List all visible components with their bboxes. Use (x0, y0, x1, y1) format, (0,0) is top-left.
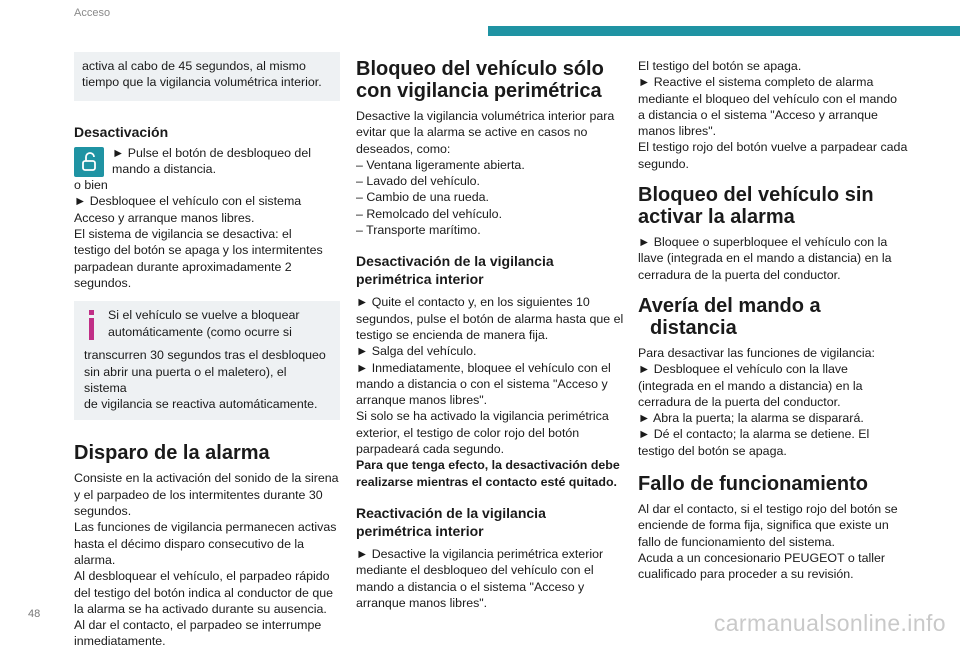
heading-line: distancia (650, 316, 737, 339)
text-line: arranque manos libres". (356, 393, 488, 408)
heading-bloqueo-perimetrica (356, 58, 624, 102)
unlock-text: mando a distancia. (112, 161, 217, 176)
heading-line: activar la alarma (638, 206, 795, 229)
heading-desactivacion-perimetrica (356, 252, 624, 288)
bloqueo-sin-alarma-text (638, 234, 910, 283)
heading-line: perimétrica interior (356, 271, 484, 288)
unlock-step (74, 145, 340, 178)
text-line: mando a distancia o el sistema "Acceso y (356, 579, 585, 594)
text-line: mediante el bloqueo del vehículo con el mando (638, 91, 898, 106)
list-item: – Cambio de una rueda. (356, 190, 489, 205)
text-line: inmediatamente. (74, 634, 166, 649)
text-line: arranque manos libres". (356, 595, 488, 610)
text-line: segundos. (74, 275, 132, 290)
text-line: manos libres". (638, 124, 717, 139)
text-line: Al desbloquear el vehículo, el parpadeo rápido (74, 569, 330, 584)
list-item: – Transporte marítimo. (356, 223, 481, 238)
text-line: Si solo se ha activado la vigilancia perimétrica (356, 409, 609, 424)
text-line: ► Desbloquee el vehículo con el sistema (74, 194, 302, 209)
text-line: enciende de forma fija, significa que existe un (638, 518, 889, 533)
heading-bloqueo-sin-alarma (638, 184, 910, 228)
fallo-text (638, 501, 910, 582)
info-line: Si el vehículo se vuelve a bloquear (108, 308, 300, 323)
box-line: tiempo que la vigilancia volumétrica interior. (82, 75, 322, 90)
text-line: Al dar el contacto, si el testigo rojo del botón se (638, 502, 898, 517)
text-line: El sistema de vigilancia se desactiva: el (74, 227, 292, 242)
text-line: exterior, el testigo de color rojo del botón (356, 425, 580, 440)
averia-text (638, 345, 910, 459)
info-box (74, 301, 340, 420)
desactivacion-perimetrica-text (356, 294, 624, 490)
heading-desactivacion: Desactivación (74, 123, 169, 140)
text-line: Consiste en la activación del sonido de la sirena (74, 471, 339, 486)
info-line: transcurren 30 segundos tras el desbloqueo (84, 348, 326, 363)
info-line: automáticamente (como ocurre si (108, 324, 292, 339)
text-line: fallo de funcionamiento del sistema. (638, 534, 835, 549)
text-line: evitar que la alarma se active en casos no (356, 125, 588, 140)
reactivacion-text (356, 546, 624, 611)
unlock-text: ► Pulse el botón de desbloqueo del (112, 145, 311, 160)
text-line: segundos. (74, 504, 132, 519)
reactivacion-continued (638, 58, 910, 172)
continuation-box (74, 52, 340, 101)
text-line: segundos, pulse el botón de alarma hasta que el (356, 311, 624, 326)
text-line: cerradura de la puerta del conductor. (638, 394, 841, 409)
watermark: carmanualsonline.info (713, 610, 946, 636)
text-line: hasta el décimo disparo consecutivo de la (74, 536, 305, 551)
text-line: El testigo rojo del botón vuelve a parpadear cada (638, 140, 908, 155)
text-line: ► Quite el contacto y, en los siguientes 10 (356, 295, 590, 310)
bold-note: realizarse mientras el contacto esté quitado. (356, 474, 617, 489)
text-line: y el parpadeo de los intermitentes durante 30 (74, 487, 323, 502)
text-line: mando a distancia o con el sistema "Acceso y (356, 376, 608, 391)
heading-averia-mando (638, 295, 910, 339)
column-1 (74, 52, 340, 650)
text-line: ► Desbloquee el vehículo con la llave (638, 362, 848, 377)
text-line: ► Salga del vehículo. (356, 344, 477, 359)
bloqueo-text (356, 108, 624, 238)
list-item: – Remolcado del vehículo. (356, 206, 503, 221)
heading-disparo: Disparo de la alarma (74, 442, 270, 465)
text-line: cerradura de la puerta del conductor. (638, 267, 841, 282)
list-item: – Lavado del vehículo. (356, 174, 480, 189)
page-number: 48 (28, 608, 41, 620)
info-line: de vigilancia se reactiva automáticamente. (84, 397, 318, 412)
text-line: del testigo del botón indica al conductor de que (74, 585, 334, 600)
text-line: la alarma se ha activado durante su ausencia. (74, 601, 327, 616)
text-line: testigo se encienda de manera fija. (356, 327, 549, 342)
heading-line: Avería del mando a (638, 294, 821, 317)
text-line: ► Bloquee o superbloquee el vehículo con la (638, 235, 888, 250)
text-line: Las funciones de vigilancia permanecen activas (74, 520, 337, 535)
column-2 (356, 58, 624, 611)
text-line: Desactive la vigilancia volumétrica interior para (356, 109, 615, 123)
text-line: ► Inmediatamente, bloquee el vehículo con el (356, 360, 611, 375)
text-line: Al dar el contacto, el parpadeo se interrumpe (74, 618, 322, 633)
info-line: sin abrir una puerta o el maletero), el sistema (84, 364, 287, 395)
text-line: testigo del botón se apaga. (638, 443, 787, 458)
text-line: mediante el desbloqueo del vehículo con el (356, 563, 594, 578)
text-line: Acceso y arranque manos libres. (74, 210, 255, 225)
heading-line: Bloqueo del vehículo sin (638, 184, 874, 207)
unlock-icon (74, 147, 104, 177)
text-line: Acuda a un concesionario PEUGEOT o taller (638, 550, 886, 565)
text-line: o bien (74, 178, 108, 193)
section-header: Acceso (74, 7, 111, 19)
list-item: – Ventana ligeramente abierta. (356, 157, 525, 172)
text-line: cualificado para proceder a su revisión. (638, 567, 854, 582)
desactivacion-text (74, 177, 340, 291)
text-line: ► Abra la puerta; la alarma se disparará. (638, 411, 864, 426)
column-3 (638, 58, 910, 583)
text-line: alarma. (74, 552, 116, 567)
text-line: deseados, como: (356, 141, 451, 156)
box-line: activa al cabo de 45 segundos, al mismo (82, 59, 306, 73)
text-line: parpadean durante aproximadamente 2 (74, 259, 292, 274)
text-line: El testigo del botón se apaga. (638, 59, 802, 73)
heading-reactivacion-perimetrica (356, 504, 624, 540)
heading-line: perimétrica interior (356, 522, 484, 539)
text-line: parpadeará cada segundo. (356, 442, 505, 457)
heading-line: Bloqueo del vehículo sólo (356, 58, 604, 80)
heading-line: Reactivación de la vigilancia (356, 504, 546, 521)
text-line: ► Desactive la vigilancia perimétrica exterior (356, 546, 604, 561)
text-line: a distancia o el sistema "Acceso y arranque (638, 107, 878, 122)
text-line: testigo del botón se apaga y los intermitentes (74, 243, 323, 258)
bold-note: Para que tenga efecto, la desactivación debe (356, 458, 620, 473)
heading-fallo: Fallo de funcionamiento (638, 473, 869, 496)
text-line: Para desactivar las funciones de vigilancia: (638, 345, 875, 360)
disparo-text (74, 470, 340, 649)
heading-line: con vigilancia perimétrica (356, 80, 602, 102)
text-line: ► Reactive el sistema completo de alarma (638, 75, 874, 90)
text-line: llave (integrada en el mando a distancia) en la (638, 251, 892, 266)
text-line: segundo. (638, 156, 689, 171)
header-accent-bar (488, 26, 960, 36)
text-line: ► Dé el contacto; la alarma se detiene. El (638, 427, 870, 442)
heading-line: Desactivación de la vigilancia (356, 253, 554, 270)
info-icon (84, 307, 100, 347)
text-line: (integrada en el mando a distancia) en la (638, 378, 863, 393)
